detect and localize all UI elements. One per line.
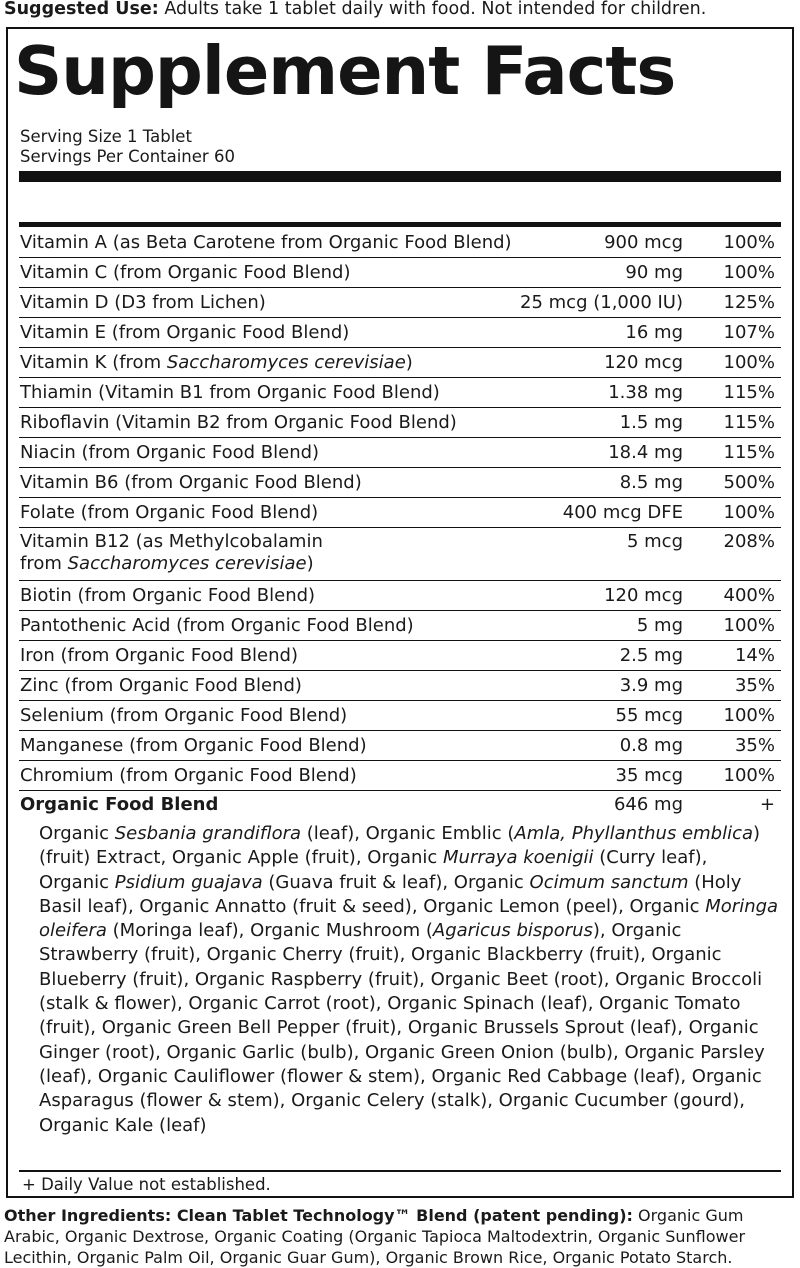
nutrient-dv: 500%	[723, 472, 775, 493]
suggested-use	[4, 0, 798, 19]
servings-per-container: Servings Per Container 60	[20, 147, 235, 166]
nutrient-name	[20, 349, 413, 377]
nutrient-row	[19, 498, 781, 528]
nutrient-row	[19, 288, 781, 318]
nutrient-amount: 55 mcg	[615, 705, 683, 726]
nutrient-name: Manganese (from Organic Food Blend)	[20, 735, 367, 756]
nutrient-dv: 115%	[723, 412, 775, 433]
blend-ingredient-text: Amla, Phyllanthus emblica	[514, 823, 754, 844]
thick-divider-header	[19, 222, 781, 227]
nutrient-row	[19, 701, 781, 731]
blend-row	[19, 792, 781, 818]
nutrient-dv: 35%	[734, 735, 775, 756]
nutrient-name: Vitamin E (from Organic Food Blend)	[20, 322, 350, 343]
nutrient-dv: 100%	[723, 232, 775, 253]
nutrient-dv: 100%	[723, 262, 775, 283]
nutrient-row	[19, 228, 781, 258]
nutrient-name: Pantothenic Acid (from Organic Food Blend)	[20, 615, 414, 636]
footnote: + Daily Value not established.	[22, 1175, 271, 1194]
nutrient-name: Folate (from Organic Food Blend)	[20, 502, 319, 523]
nutrient-name-prefix: Vitamin K (from	[20, 352, 167, 373]
nutrient-amount: 400 mcg DFE	[562, 502, 683, 523]
other-ingredients-label: Other Ingredients: Clean Tablet Technology™ Blend (patent pending):	[4, 1206, 633, 1225]
blend-name: Organic Food Blend	[20, 794, 219, 815]
nutrient-name: Thiamin (Vitamin B1 from Organic Food Blend)	[20, 382, 440, 403]
blend-amount: 646 mg	[613, 794, 683, 815]
blend-ingredient-text: Murraya koenigii	[443, 847, 594, 869]
nutrient-amount: 120 mcg	[604, 585, 683, 606]
nutrient-dv: 208%	[723, 531, 775, 552]
blend-dv: +	[759, 794, 775, 815]
blend-ingredient-text: Agaricus bisporus	[432, 920, 593, 942]
nutrient-amount: 1.5 mg	[619, 412, 683, 433]
other-ingredients-text: Organic Gum Arabic, Organic Dextrose, Organic Coating (Organic Tapioca Maltodextrin, Organic Sunflower Lecithin, Organic Palm Oil, Organic Guar Gum), Organic Brown Rice, Organic Potato Starch.	[4, 1206, 746, 1267]
nutrient-dv: 100%	[723, 615, 775, 636]
nutrient-dv: 107%	[723, 322, 775, 343]
nutrient-amount: 3.9 mg	[619, 675, 683, 696]
nutrient-name: Zinc (from Organic Food Blend)	[20, 675, 302, 696]
nutrient-row	[19, 761, 781, 791]
bottom-divider	[19, 1170, 781, 1172]
nutrient-name: Vitamin C (from Organic Food Blend)	[20, 262, 351, 283]
suggested-use-label: Suggested Use:	[4, 0, 159, 19]
nutrient-row	[19, 671, 781, 701]
nutrient-dv: 100%	[723, 705, 775, 726]
nutrient-row	[19, 731, 781, 761]
blend-ingredients	[39, 822, 781, 1138]
blend-ingredient-text: ), Organic Strawberry (fruit), Organic Cherry (fruit), Organic Blackberry (fruit), Organic Blueberry (fruit), Organic Raspberry (fruit), Organic Beet (root), Organic Broccoli (stalk & flower), Organic Carrot (root), Organic Spinach (leaf), Organic Tomato (fruit), Organic Green Bell Pepper (fruit), Organic Brussels Sprout (leaf), Organic Ginger (root), Organic Garlic (bulb), Organic Green Onion (bulb), Organic Parsley (leaf), Organic Cauliflower (flower & stem), Organic Red Cabbage (leaf), Organic Asparagus (flower & stem), Organic Celery (stalk), Organic Cucumber (gourd), Organic Kale (leaf)	[39, 920, 765, 1136]
nutrient-name: Vitamin B6 (from Organic Food Blend)	[20, 472, 362, 493]
blend-ingredient-text: Moringa oleifera	[39, 895, 779, 942]
nutrient-name-italic: Saccharomyces cerevisiae	[67, 553, 307, 574]
serving-size: Serving Size 1 Tablet	[20, 127, 192, 146]
blend-ingredient-text: Organic	[39, 823, 115, 844]
suggested-use-text: Adults take 1 tablet daily with food. Not intended for children.	[158, 0, 707, 19]
blend-ingredient-text: ) (fruit) Extract, Organic Apple (fruit), Organic	[39, 823, 761, 869]
blend-ingredient-text: (Guava fruit & leaf), Organic	[262, 871, 530, 893]
nutrient-amount: 8.5 mg	[619, 472, 683, 493]
nutrient-amount: 18.4 mg	[608, 442, 683, 463]
blend-ingredient-text: (Curry leaf), Organic	[39, 847, 708, 893]
nutrient-row	[19, 611, 781, 641]
nutrient-row	[19, 348, 781, 378]
nutrient-dv: 400%	[723, 585, 775, 606]
nutrient-row	[19, 318, 781, 348]
nutrient-name: Niacin (from Organic Food Blend)	[20, 442, 320, 463]
nutrient-amount: 35 mcg	[615, 765, 683, 786]
nutrient-amount: 1.38 mg	[608, 382, 683, 403]
blend-ingredient-text: Sesbania grandiflora	[114, 823, 302, 844]
nutrient-dv: 35%	[734, 675, 775, 696]
blend-ingredient-text: Ocimum sanctum	[529, 871, 689, 893]
nutrient-row	[19, 438, 781, 468]
nutrient-name: Iron (from Organic Food Blend)	[20, 645, 298, 666]
blend-ingredient-text: (leaf), Organic Emblic (	[301, 823, 515, 844]
nutrient-dv: 100%	[723, 765, 775, 786]
blend-ingredient-text: Psidium guajava	[114, 871, 263, 893]
nutrient-name: Chromium (from Organic Food Blend)	[20, 765, 357, 786]
nutrient-name	[20, 531, 440, 575]
nutrient-name: Vitamin A (as Beta Carotene from Organic Food Blend)	[20, 232, 512, 253]
nutrient-amount: 2.5 mg	[619, 645, 683, 666]
nutrient-name: Riboflavin (Vitamin B2 from Organic Food Blend)	[20, 412, 457, 433]
nutrient-amount: 900 mcg	[604, 232, 683, 253]
nutrient-row	[19, 408, 781, 438]
nutrient-name-suffix: )	[405, 352, 413, 373]
nutrient-dv: 125%	[723, 292, 775, 313]
nutrient-row	[19, 468, 781, 498]
nutrient-dv: 115%	[723, 442, 775, 463]
blend-ingredient-text: (Holy Basil leaf), Organic Annatto (fruit & seed), Organic Lemon (peel), Organic	[39, 871, 742, 917]
blend-ingredient-text: (Moringa leaf), Organic Mushroom (	[106, 920, 433, 942]
nutrient-name-italic: Saccharomyces cerevisiae	[166, 352, 406, 373]
nutrient-name: Vitamin D (D3 from Lichen)	[20, 292, 266, 313]
nutrient-amount: 16 mg	[625, 322, 683, 343]
panel-title: Supplement Facts	[14, 32, 676, 110]
nutrient-name-line1: Vitamin B12 (as Methylcobalamin	[20, 531, 323, 552]
nutrient-row	[19, 258, 781, 288]
nutrient-dv: 14%	[734, 645, 775, 666]
nutrient-dv: 100%	[723, 502, 775, 523]
nutrient-dv: 100%	[723, 352, 775, 373]
nutrient-row	[19, 378, 781, 408]
nutrient-name: Biotin (from Organic Food Blend)	[20, 585, 316, 606]
nutrient-row	[19, 581, 781, 611]
thick-divider-top	[19, 171, 781, 182]
nutrient-name-prefix: from	[20, 553, 68, 574]
nutrient-amount: 25 mcg (1,000 IU)	[520, 292, 683, 313]
nutrient-amount: 0.8 mg	[619, 735, 683, 756]
nutrient-row	[19, 641, 781, 671]
nutrient-amount: 5 mg	[636, 615, 683, 636]
other-ingredients	[4, 1205, 796, 1268]
nutrient-dv: 115%	[723, 382, 775, 403]
nutrient-amount: 5 mcg	[626, 531, 683, 552]
nutrient-name-suffix: )	[306, 553, 314, 574]
nutrient-row	[19, 528, 781, 581]
nutrient-name: Selenium (from Organic Food Blend)	[20, 705, 348, 726]
nutrient-amount: 90 mg	[625, 262, 683, 283]
nutrient-amount: 120 mcg	[604, 352, 683, 373]
